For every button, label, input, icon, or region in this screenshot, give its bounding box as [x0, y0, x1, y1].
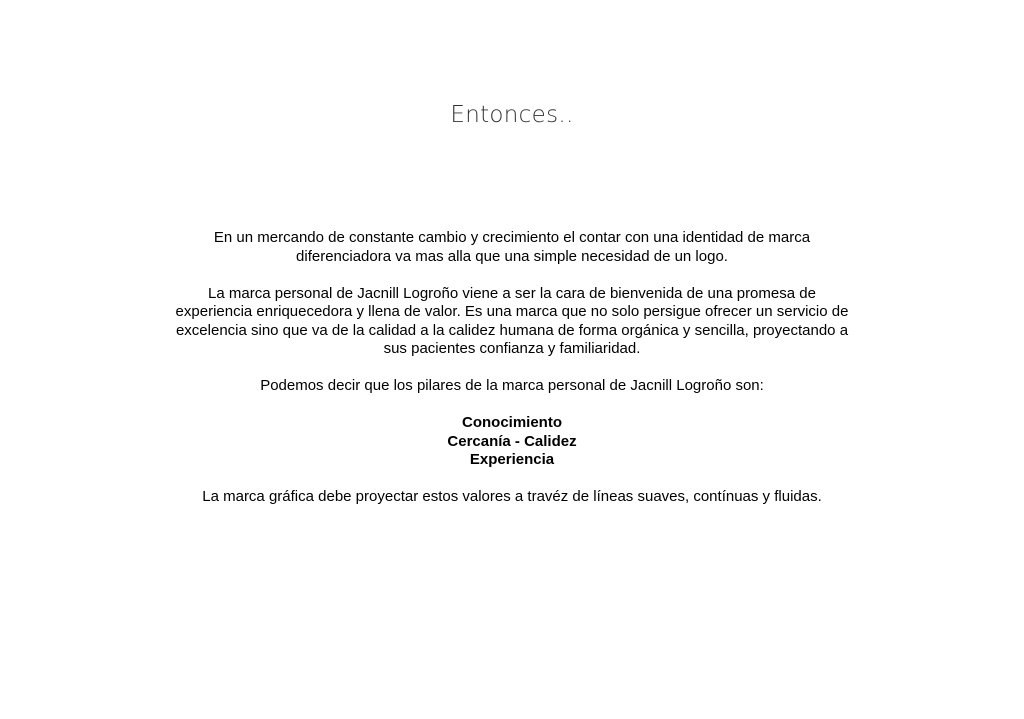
pillars-list	[172, 414, 852, 470]
pillars-intro: Podemos decir que los pilares de la marca personal de Jacnill Logroño son:	[260, 377, 764, 394]
closing-paragraph: La marca gráfica debe proyectar estos valores a travéz de líneas suaves, contínuas y fluidas.	[202, 488, 822, 505]
pillar-item: Experiencia	[469, 451, 555, 468]
pillar-item: Cercanía - Calidez	[447, 432, 577, 450]
intro-paragraph: En un mercando de constante cambio y crecimiento el contar con una identidad de marca diferenciadora va mas alla que una simple necesidad de un logo.	[213, 229, 811, 265]
brand-paragraph: La marca personal de Jacnill Logroño viene a ser la cara de bienvenida de una promesa de experiencia enriquecedora y llena de valor. Es una marca que no solo persigue ofrecer un servicio de excelencia sino que va de la calidad a la calidez humana de forma orgánica y sencilla, proyectando a sus pacientes confianza y familiaridad.	[175, 284, 849, 357]
pillar-item: Conocimiento	[462, 414, 562, 431]
page-title: Entonces..	[450, 102, 574, 128]
document-body	[172, 229, 852, 507]
